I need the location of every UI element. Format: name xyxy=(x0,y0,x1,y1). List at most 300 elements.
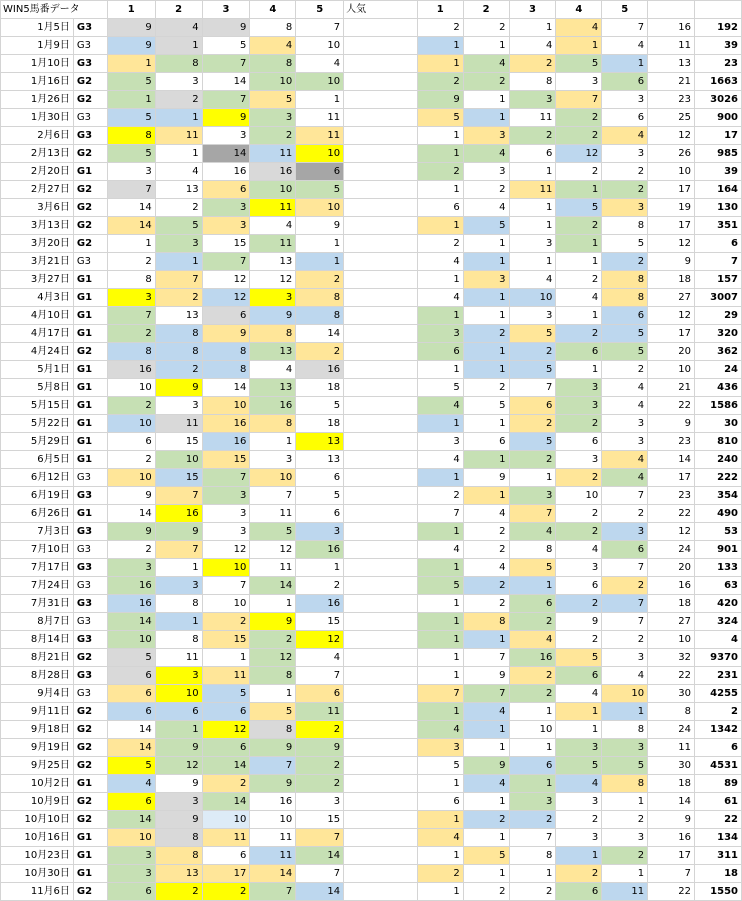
horse-number-cell[interactable]: 10 xyxy=(155,685,202,703)
horse-number-cell[interactable]: 11 xyxy=(296,703,344,721)
payout-cell[interactable]: 157 xyxy=(694,271,741,289)
horse-number-cell[interactable]: 10 xyxy=(202,595,250,613)
horse-number-cell[interactable]: 2 xyxy=(250,127,296,145)
horse-number-cell[interactable]: 16 xyxy=(202,163,250,181)
popularity-cell[interactable]: 3 xyxy=(602,433,648,451)
grade-cell[interactable]: G2 xyxy=(73,145,107,163)
popularity-cell[interactable]: 1 xyxy=(509,577,556,595)
payout-cell[interactable]: 1550 xyxy=(694,883,741,901)
date-cell[interactable]: 1月9日 xyxy=(1,37,74,55)
payout-cell[interactable]: 17 xyxy=(694,127,741,145)
popularity-cell[interactable]: 8 xyxy=(509,847,556,865)
popularity-cell[interactable]: 1 xyxy=(556,181,602,199)
payout-cell[interactable]: 6 xyxy=(694,739,741,757)
popularity-cell[interactable]: 2 xyxy=(463,523,509,541)
spacer-cell[interactable] xyxy=(344,289,418,307)
popularity-cell[interactable]: 4 xyxy=(417,289,463,307)
spacer-cell[interactable] xyxy=(344,793,418,811)
popularity-sum-cell[interactable]: 19 xyxy=(648,199,695,217)
horse-number-cell[interactable]: 2 xyxy=(155,883,202,901)
spacer-cell[interactable] xyxy=(344,451,418,469)
popularity-sum-cell[interactable]: 13 xyxy=(648,55,695,73)
horse-number-cell[interactable]: 8 xyxy=(250,55,296,73)
horse-number-cell[interactable]: 5 xyxy=(250,523,296,541)
grade-cell[interactable]: G1 xyxy=(73,379,107,397)
horse-number-cell[interactable]: 1 xyxy=(107,235,155,253)
horse-number-cell[interactable]: 7 xyxy=(107,307,155,325)
grade-cell[interactable]: G3 xyxy=(73,685,107,703)
horse-number-cell[interactable]: 14 xyxy=(202,379,250,397)
popularity-cell[interactable]: 3 xyxy=(602,523,648,541)
popularity-cell[interactable]: 9 xyxy=(463,469,509,487)
popularity-cell[interactable]: 4 xyxy=(602,397,648,415)
popularity-cell[interactable]: 1 xyxy=(556,703,602,721)
spacer-cell[interactable] xyxy=(344,235,418,253)
date-cell[interactable]: 1月5日 xyxy=(1,19,74,37)
popularity-cell[interactable]: 7 xyxy=(509,829,556,847)
popularity-cell[interactable]: 1 xyxy=(417,55,463,73)
horse-number-cell[interactable]: 9 xyxy=(250,613,296,631)
header-empty-cell[interactable] xyxy=(694,1,741,19)
horse-number-cell[interactable]: 6 xyxy=(107,433,155,451)
grade-cell[interactable]: G2 xyxy=(73,649,107,667)
popularity-cell[interactable]: 10 xyxy=(509,289,556,307)
popularity-cell[interactable]: 1 xyxy=(463,739,509,757)
spacer-cell[interactable] xyxy=(344,73,418,91)
horse-number-cell[interactable]: 14 xyxy=(107,199,155,217)
horse-number-cell[interactable]: 6 xyxy=(202,739,250,757)
popularity-cell[interactable]: 2 xyxy=(602,361,648,379)
popularity-cell[interactable]: 2 xyxy=(463,811,509,829)
payout-cell[interactable]: 134 xyxy=(694,829,741,847)
popularity-sum-cell[interactable]: 22 xyxy=(648,667,695,685)
popularity-cell[interactable]: 4 xyxy=(417,397,463,415)
grade-cell[interactable]: G3 xyxy=(73,667,107,685)
horse-number-cell[interactable]: 12 xyxy=(202,721,250,739)
horse-number-cell[interactable]: 5 xyxy=(107,145,155,163)
horse-number-cell[interactable]: 10 xyxy=(155,451,202,469)
horse-number-cell[interactable]: 3 xyxy=(296,523,344,541)
popularity-cell[interactable]: 3 xyxy=(417,325,463,343)
horse-number-cell[interactable]: 14 xyxy=(107,811,155,829)
horse-number-cell[interactable]: 4 xyxy=(250,217,296,235)
horse-number-cell[interactable]: 9 xyxy=(155,775,202,793)
header-pop-3[interactable]: 3 xyxy=(509,1,556,19)
horse-number-cell[interactable]: 7 xyxy=(155,487,202,505)
popularity-cell[interactable]: 8 xyxy=(602,271,648,289)
spacer-cell[interactable] xyxy=(344,217,418,235)
popularity-cell[interactable]: 2 xyxy=(556,163,602,181)
popularity-cell[interactable]: 1 xyxy=(602,793,648,811)
horse-number-cell[interactable]: 8 xyxy=(202,343,250,361)
horse-number-cell[interactable]: 10 xyxy=(107,379,155,397)
horse-number-cell[interactable]: 2 xyxy=(296,721,344,739)
spacer-cell[interactable] xyxy=(344,685,418,703)
horse-number-cell[interactable]: 10 xyxy=(296,73,344,91)
grade-cell[interactable]: G3 xyxy=(73,469,107,487)
popularity-cell[interactable]: 1 xyxy=(417,559,463,577)
payout-cell[interactable]: 1586 xyxy=(694,397,741,415)
date-cell[interactable]: 3月27日 xyxy=(1,271,74,289)
horse-number-cell[interactable]: 13 xyxy=(296,451,344,469)
popularity-cell[interactable]: 2 xyxy=(463,379,509,397)
popularity-cell[interactable]: 5 xyxy=(556,55,602,73)
grade-cell[interactable]: G1 xyxy=(73,865,107,883)
popularity-cell[interactable]: 5 xyxy=(463,847,509,865)
horse-number-cell[interactable]: 3 xyxy=(250,451,296,469)
popularity-cell[interactable]: 1 xyxy=(417,37,463,55)
horse-number-cell[interactable]: 11 xyxy=(250,847,296,865)
popularity-cell[interactable]: 1 xyxy=(417,667,463,685)
horse-number-cell[interactable]: 12 xyxy=(202,289,250,307)
horse-number-cell[interactable]: 8 xyxy=(155,325,202,343)
horse-number-cell[interactable]: 2 xyxy=(107,397,155,415)
date-cell[interactable]: 7月31日 xyxy=(1,595,74,613)
popularity-cell[interactable]: 2 xyxy=(509,343,556,361)
horse-number-cell[interactable]: 8 xyxy=(155,595,202,613)
horse-number-cell[interactable]: 8 xyxy=(296,289,344,307)
payout-cell[interactable]: 7 xyxy=(694,253,741,271)
payout-cell[interactable]: 133 xyxy=(694,559,741,577)
horse-number-cell[interactable]: 2 xyxy=(202,775,250,793)
horse-number-cell[interactable]: 10 xyxy=(107,415,155,433)
popularity-sum-cell[interactable]: 18 xyxy=(648,775,695,793)
horse-number-cell[interactable]: 6 xyxy=(296,163,344,181)
popularity-cell[interactable]: 1 xyxy=(509,739,556,757)
horse-number-cell[interactable]: 8 xyxy=(250,19,296,37)
date-cell[interactable]: 1月16日 xyxy=(1,73,74,91)
spacer-cell[interactable] xyxy=(344,91,418,109)
payout-cell[interactable]: 53 xyxy=(694,523,741,541)
header-race-5[interactable]: 5 xyxy=(296,1,344,19)
popularity-cell[interactable]: 1 xyxy=(417,217,463,235)
horse-number-cell[interactable]: 15 xyxy=(296,613,344,631)
payout-cell[interactable]: 1663 xyxy=(694,73,741,91)
popularity-cell[interactable]: 3 xyxy=(556,739,602,757)
popularity-cell[interactable]: 4 xyxy=(417,541,463,559)
grade-cell[interactable]: G3 xyxy=(73,55,107,73)
horse-number-cell[interactable]: 3 xyxy=(107,163,155,181)
horse-number-cell[interactable]: 8 xyxy=(250,667,296,685)
popularity-cell[interactable]: 1 xyxy=(602,865,648,883)
horse-number-cell[interactable]: 4 xyxy=(296,649,344,667)
grade-cell[interactable]: G1 xyxy=(73,289,107,307)
payout-cell[interactable]: 89 xyxy=(694,775,741,793)
date-cell[interactable]: 9月25日 xyxy=(1,757,74,775)
popularity-cell[interactable]: 6 xyxy=(509,757,556,775)
popularity-cell[interactable]: 5 xyxy=(602,757,648,775)
date-cell[interactable]: 5月29日 xyxy=(1,433,74,451)
horse-number-cell[interactable]: 8 xyxy=(250,721,296,739)
horse-number-cell[interactable]: 2 xyxy=(202,613,250,631)
grade-cell[interactable]: G3 xyxy=(73,127,107,145)
grade-cell[interactable]: G2 xyxy=(73,73,107,91)
popularity-cell[interactable]: 2 xyxy=(556,631,602,649)
horse-number-cell[interactable]: 9 xyxy=(250,307,296,325)
popularity-cell[interactable]: 6 xyxy=(602,109,648,127)
popularity-sum-cell[interactable]: 25 xyxy=(648,109,695,127)
popularity-cell[interactable]: 7 xyxy=(417,685,463,703)
horse-number-cell[interactable]: 5 xyxy=(107,73,155,91)
popularity-cell[interactable]: 1 xyxy=(417,127,463,145)
popularity-cell[interactable]: 2 xyxy=(463,595,509,613)
horse-number-cell[interactable]: 3 xyxy=(155,793,202,811)
popularity-cell[interactable]: 1 xyxy=(556,37,602,55)
horse-number-cell[interactable]: 6 xyxy=(296,469,344,487)
horse-number-cell[interactable]: 10 xyxy=(107,631,155,649)
popularity-cell[interactable]: 3 xyxy=(509,793,556,811)
date-cell[interactable]: 8月14日 xyxy=(1,631,74,649)
grade-cell[interactable]: G3 xyxy=(73,559,107,577)
horse-number-cell[interactable]: 5 xyxy=(296,397,344,415)
popularity-cell[interactable]: 3 xyxy=(602,91,648,109)
horse-number-cell[interactable]: 14 xyxy=(107,739,155,757)
horse-number-cell[interactable]: 10 xyxy=(296,145,344,163)
grade-cell[interactable]: G2 xyxy=(73,703,107,721)
horse-number-cell[interactable]: 16 xyxy=(296,541,344,559)
horse-number-cell[interactable]: 2 xyxy=(107,541,155,559)
horse-number-cell[interactable]: 9 xyxy=(202,19,250,37)
popularity-sum-cell[interactable]: 14 xyxy=(648,451,695,469)
grade-cell[interactable]: G2 xyxy=(73,343,107,361)
horse-number-cell[interactable]: 4 xyxy=(155,163,202,181)
spacer-cell[interactable] xyxy=(344,307,418,325)
horse-number-cell[interactable]: 7 xyxy=(202,253,250,271)
popularity-cell[interactable]: 7 xyxy=(417,505,463,523)
popularity-sum-cell[interactable]: 22 xyxy=(648,397,695,415)
horse-number-cell[interactable]: 14 xyxy=(107,721,155,739)
spacer-cell[interactable] xyxy=(344,361,418,379)
popularity-sum-cell[interactable]: 12 xyxy=(648,307,695,325)
date-cell[interactable]: 3月20日 xyxy=(1,235,74,253)
popularity-cell[interactable]: 4 xyxy=(463,505,509,523)
popularity-cell[interactable]: 2 xyxy=(556,523,602,541)
popularity-sum-cell[interactable]: 20 xyxy=(648,343,695,361)
popularity-cell[interactable]: 2 xyxy=(556,217,602,235)
popularity-sum-cell[interactable]: 18 xyxy=(648,271,695,289)
horse-number-cell[interactable]: 6 xyxy=(202,181,250,199)
popularity-sum-cell[interactable]: 12 xyxy=(648,523,695,541)
popularity-sum-cell[interactable]: 17 xyxy=(648,469,695,487)
popularity-sum-cell[interactable]: 24 xyxy=(648,541,695,559)
horse-number-cell[interactable]: 1 xyxy=(296,253,344,271)
popularity-sum-cell[interactable]: 17 xyxy=(648,217,695,235)
horse-number-cell[interactable]: 11 xyxy=(155,127,202,145)
popularity-sum-cell[interactable]: 30 xyxy=(648,685,695,703)
grade-cell[interactable]: G2 xyxy=(73,739,107,757)
spacer-cell[interactable] xyxy=(344,37,418,55)
popularity-cell[interactable]: 5 xyxy=(417,109,463,127)
header-pop-5[interactable]: 5 xyxy=(602,1,648,19)
popularity-sum-cell[interactable]: 10 xyxy=(648,361,695,379)
popularity-cell[interactable]: 1 xyxy=(463,109,509,127)
spacer-cell[interactable] xyxy=(344,397,418,415)
grade-cell[interactable]: G3 xyxy=(73,19,107,37)
date-cell[interactable]: 3月13日 xyxy=(1,217,74,235)
payout-cell[interactable]: 22 xyxy=(694,811,741,829)
popularity-sum-cell[interactable]: 12 xyxy=(648,127,695,145)
horse-number-cell[interactable]: 11 xyxy=(250,559,296,577)
date-cell[interactable]: 5月15日 xyxy=(1,397,74,415)
horse-number-cell[interactable]: 6 xyxy=(202,307,250,325)
popularity-sum-cell[interactable]: 11 xyxy=(648,37,695,55)
popularity-cell[interactable]: 5 xyxy=(602,343,648,361)
payout-cell[interactable]: 420 xyxy=(694,595,741,613)
popularity-sum-cell[interactable]: 27 xyxy=(648,289,695,307)
horse-number-cell[interactable]: 6 xyxy=(155,703,202,721)
horse-number-cell[interactable]: 13 xyxy=(250,343,296,361)
spacer-cell[interactable] xyxy=(344,163,418,181)
popularity-cell[interactable]: 2 xyxy=(556,811,602,829)
popularity-cell[interactable]: 3 xyxy=(463,271,509,289)
spacer-cell[interactable] xyxy=(344,811,418,829)
popularity-cell[interactable]: 1 xyxy=(417,415,463,433)
popularity-cell[interactable]: 9 xyxy=(417,91,463,109)
popularity-cell[interactable]: 3 xyxy=(602,739,648,757)
popularity-cell[interactable]: 4 xyxy=(602,469,648,487)
payout-cell[interactable]: 192 xyxy=(694,19,741,37)
popularity-cell[interactable]: 3 xyxy=(556,829,602,847)
header-race-2[interactable]: 2 xyxy=(155,1,202,19)
horse-number-cell[interactable]: 6 xyxy=(107,685,155,703)
popularity-cell[interactable]: 1 xyxy=(509,163,556,181)
popularity-sum-cell[interactable]: 23 xyxy=(648,487,695,505)
popularity-cell[interactable]: 6 xyxy=(602,73,648,91)
horse-number-cell[interactable]: 7 xyxy=(296,865,344,883)
date-cell[interactable]: 11月6日 xyxy=(1,883,74,901)
payout-cell[interactable]: 39 xyxy=(694,37,741,55)
horse-number-cell[interactable]: 14 xyxy=(202,757,250,775)
horse-number-cell[interactable]: 14 xyxy=(250,577,296,595)
date-cell[interactable]: 7月10日 xyxy=(1,541,74,559)
popularity-cell[interactable]: 1 xyxy=(463,343,509,361)
horse-number-cell[interactable]: 3 xyxy=(107,865,155,883)
payout-cell[interactable]: 354 xyxy=(694,487,741,505)
grade-cell[interactable]: G2 xyxy=(73,91,107,109)
horse-number-cell[interactable]: 5 xyxy=(107,649,155,667)
spacer-cell[interactable] xyxy=(344,847,418,865)
payout-cell[interactable]: 985 xyxy=(694,145,741,163)
horse-number-cell[interactable]: 3 xyxy=(155,73,202,91)
horse-number-cell[interactable]: 14 xyxy=(202,73,250,91)
popularity-cell[interactable]: 5 xyxy=(509,559,556,577)
grade-cell[interactable]: G3 xyxy=(73,631,107,649)
popularity-cell[interactable]: 2 xyxy=(556,469,602,487)
payout-cell[interactable]: 2 xyxy=(694,703,741,721)
horse-number-cell[interactable]: 1 xyxy=(155,109,202,127)
horse-number-cell[interactable]: 10 xyxy=(107,829,155,847)
horse-number-cell[interactable]: 12 xyxy=(250,649,296,667)
payout-cell[interactable]: 18 xyxy=(694,865,741,883)
spacer-cell[interactable] xyxy=(344,649,418,667)
horse-number-cell[interactable]: 7 xyxy=(155,541,202,559)
popularity-cell[interactable]: 6 xyxy=(556,883,602,901)
horse-number-cell[interactable]: 14 xyxy=(107,217,155,235)
horse-number-cell[interactable]: 5 xyxy=(296,181,344,199)
grade-cell[interactable]: G1 xyxy=(73,505,107,523)
popularity-sum-cell[interactable]: 16 xyxy=(648,19,695,37)
spacer-cell[interactable] xyxy=(344,181,418,199)
horse-number-cell[interactable]: 10 xyxy=(296,37,344,55)
popularity-cell[interactable]: 3 xyxy=(509,307,556,325)
horse-number-cell[interactable]: 7 xyxy=(202,91,250,109)
horse-number-cell[interactable]: 14 xyxy=(296,325,344,343)
horse-number-cell[interactable]: 3 xyxy=(296,793,344,811)
popularity-cell[interactable]: 2 xyxy=(602,631,648,649)
horse-number-cell[interactable]: 9 xyxy=(202,325,250,343)
popularity-cell[interactable]: 9 xyxy=(463,757,509,775)
popularity-cell[interactable]: 5 xyxy=(509,361,556,379)
horse-number-cell[interactable]: 1 xyxy=(155,613,202,631)
date-cell[interactable]: 5月8日 xyxy=(1,379,74,397)
payout-cell[interactable]: 351 xyxy=(694,217,741,235)
popularity-sum-cell[interactable]: 9 xyxy=(648,811,695,829)
popularity-cell[interactable]: 1 xyxy=(463,865,509,883)
horse-number-cell[interactable]: 4 xyxy=(250,361,296,379)
popularity-cell[interactable]: 2 xyxy=(463,325,509,343)
popularity-cell[interactable]: 1 xyxy=(463,415,509,433)
payout-cell[interactable]: 24 xyxy=(694,361,741,379)
horse-number-cell[interactable]: 14 xyxy=(202,145,250,163)
date-cell[interactable]: 6月26日 xyxy=(1,505,74,523)
grade-cell[interactable]: G1 xyxy=(73,397,107,415)
horse-number-cell[interactable]: 16 xyxy=(107,361,155,379)
horse-number-cell[interactable]: 1 xyxy=(250,685,296,703)
popularity-cell[interactable]: 2 xyxy=(509,883,556,901)
popularity-cell[interactable]: 1 xyxy=(509,253,556,271)
spacer-cell[interactable] xyxy=(344,541,418,559)
date-cell[interactable]: 5月22日 xyxy=(1,415,74,433)
popularity-cell[interactable]: 7 xyxy=(509,505,556,523)
header-pop-1[interactable]: 1 xyxy=(417,1,463,19)
date-cell[interactable]: 10月30日 xyxy=(1,865,74,883)
popularity-cell[interactable]: 8 xyxy=(602,721,648,739)
grade-cell[interactable]: G1 xyxy=(73,775,107,793)
popularity-cell[interactable]: 7 xyxy=(556,91,602,109)
horse-number-cell[interactable]: 16 xyxy=(202,433,250,451)
popularity-sum-cell[interactable]: 22 xyxy=(648,505,695,523)
popularity-cell[interactable]: 4 xyxy=(509,631,556,649)
popularity-cell[interactable]: 4 xyxy=(602,379,648,397)
horse-number-cell[interactable]: 5 xyxy=(202,685,250,703)
popularity-cell[interactable]: 4 xyxy=(602,451,648,469)
popularity-cell[interactable]: 2 xyxy=(602,253,648,271)
horse-number-cell[interactable]: 5 xyxy=(250,703,296,721)
popularity-cell[interactable]: 1 xyxy=(417,469,463,487)
popularity-cell[interactable]: 2 xyxy=(463,577,509,595)
horse-number-cell[interactable]: 8 xyxy=(250,415,296,433)
popularity-cell[interactable]: 2 xyxy=(463,181,509,199)
horse-number-cell[interactable]: 16 xyxy=(250,793,296,811)
popularity-cell[interactable]: 1 xyxy=(417,595,463,613)
horse-number-cell[interactable]: 12 xyxy=(296,631,344,649)
popularity-cell[interactable]: 1 xyxy=(509,217,556,235)
horse-number-cell[interactable]: 1 xyxy=(155,145,202,163)
payout-cell[interactable]: 240 xyxy=(694,451,741,469)
date-cell[interactable]: 2月13日 xyxy=(1,145,74,163)
popularity-sum-cell[interactable]: 12 xyxy=(648,235,695,253)
grade-cell[interactable]: G1 xyxy=(73,271,107,289)
payout-cell[interactable]: 23 xyxy=(694,55,741,73)
grade-cell[interactable]: G2 xyxy=(73,721,107,739)
date-cell[interactable]: 9月18日 xyxy=(1,721,74,739)
horse-number-cell[interactable]: 3 xyxy=(202,199,250,217)
horse-number-cell[interactable]: 8 xyxy=(250,325,296,343)
popularity-cell[interactable]: 3 xyxy=(602,199,648,217)
popularity-cell[interactable]: 3 xyxy=(556,73,602,91)
payout-cell[interactable]: 164 xyxy=(694,181,741,199)
horse-number-cell[interactable]: 5 xyxy=(296,487,344,505)
